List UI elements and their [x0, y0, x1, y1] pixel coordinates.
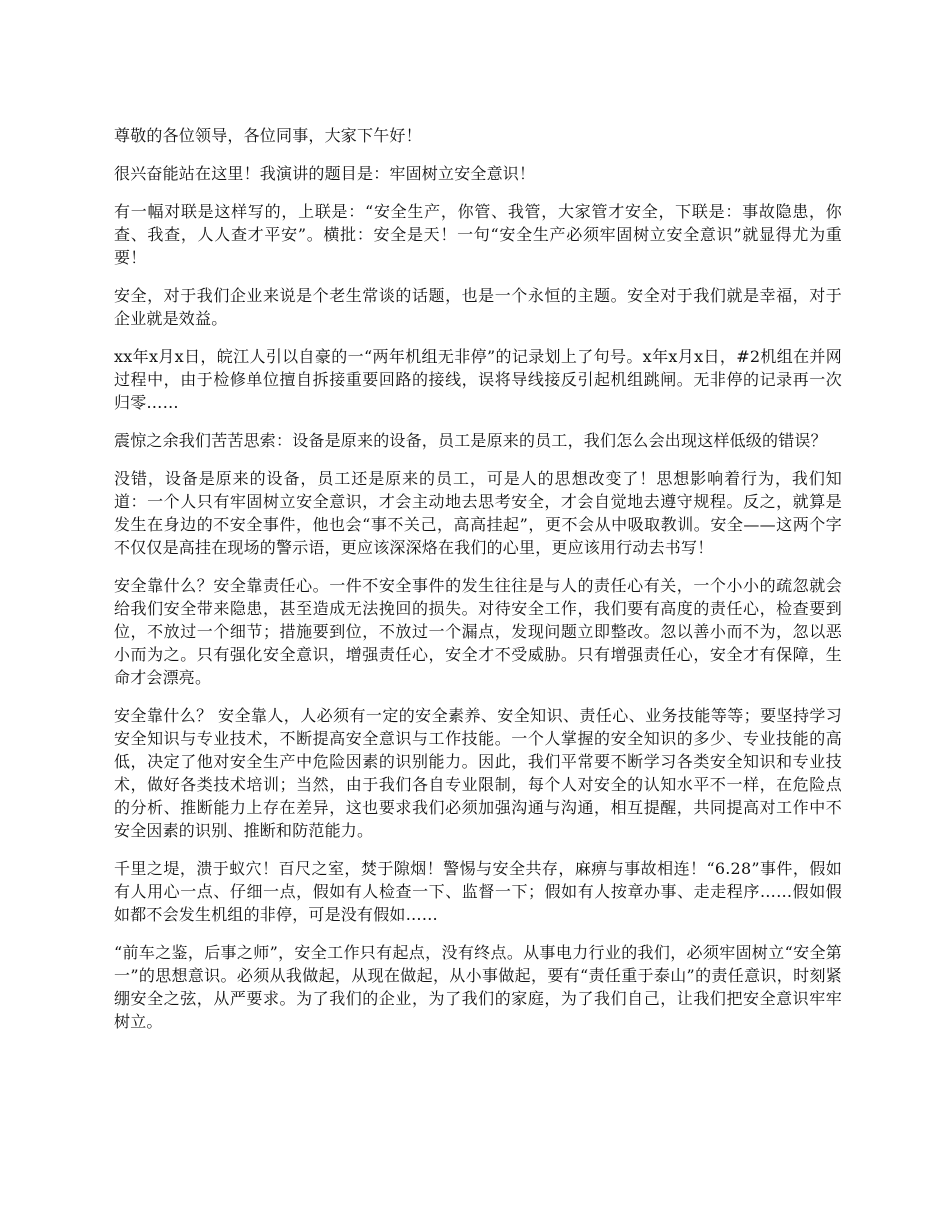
- conclusion-paragraph: “前车之鉴，后事之师”，安全工作只有起点，没有终点。从事电力行业的我们，必须牢固树立“安全第一”的思想意识。必须从我做起，从现在做起，从小事做起，要有“责任重于泰山”的责任意识，时刻紧绷安全之弦，从严要求。为了我们的企业，为了我们的家庭，为了我们自己，让我们把安全意识牢牢树立。: [114, 943, 842, 1031]
- mindset-paragraph: 没错，设备是原来的设备，员工还是原来的员工，可是人的思想改变了！思想影响着行为，我们知道：一个人只有牢固树立安全意识，才会主动地去思考安全，才会自觉地去遵守规程。反之，就算是发生在身边的不安全事件，他也会“事不关己，高高挂起”，更不会从中吸取教训。安全——这两个字不仅仅是高挂在现场的警示语，更应该深深烙在我们的心里，更应该用行动去书写！: [114, 469, 842, 557]
- document-page: [114, 124, 842, 1048]
- people-skills-paragraph: 安全靠什么？ 安全靠人，人必须有一定的安全素养、安全知识、责任心、业务技能等等；要坚持学习安全知识与专业技术，不断提高安全意识与工作技能。一个人掌握的安全知识的多少、专业技能的高低，决定了他对安全生产中危险因素的识别能力。因此，我们平常要不断学习各类安全知识和专业技术，做好各类技术培训；当然，由于我们各自专业限制，每个人对安全的认知水平不一样，在危险点的分析、推断能力上存在差异，这也要求我们必须加强沟通与沟通，相互提醒，共同提高对工作中不安全因素的识别、推断和防范能力。: [114, 706, 842, 840]
- responsibility-paragraph: 安全靠什么？安全靠责任心。一件不安全事件的发生往往是与人的责任心有关，一个小小的疏忽就会给我们安全带来隐患，甚至造成无法挽回的损失。对待安全工作，我们要有高度的责任心，检查要到位，不放过一个细节；措施要到位，不放过一个漏点，发现问题立即整改。忽以善小而不为，忽以恶小而为之。只有强化安全意识，增强责任心，安全才不受威胁。只有增强责任心，安全才有保障，生命才会漂亮。: [114, 576, 842, 687]
- greeting-paragraph: 尊敬的各位领导，各位同事，大家下午好！: [114, 126, 422, 145]
- topic-paragraph: 很兴奋能站在这里！我演讲的题目是：牢固树立安全意识！: [114, 164, 536, 183]
- theme-paragraph: 安全，对于我们企业来说是个老生常谈的话题，也是一个永恒的主题。安全对于我们就是幸福，对于企业就是效益。: [114, 286, 842, 328]
- couplet-paragraph: 有一幅对联是这样写的，上联是：“安全生产，你管、我管，大家管才安全，下联是：事故隐患，你查、我查，人人查才平安”。横批：安全是天！一句“安全生产必须牢固树立安全意识”就显得尤为重要！: [114, 202, 842, 267]
- reflection-paragraph: 震惊之余我们苦苦思索：设备是原来的设备，员工是原来的员工，我们怎么会出现这样低级的错误？: [114, 431, 827, 450]
- incident-paragraph: xx年x月x日，皖江人引以自豪的一“两年机组无非停”的记录划上了句号。x年x月x日，#2机组在并网过程中，由于检修单位擅自拆接重要回路的接线，误将导线接反引起机组跳闸。无非停的记录再一次归零……: [114, 347, 842, 412]
- vigilance-paragraph: 千里之堤，溃于蚁穴！百尺之室，焚于隙烟！警惕与安全共存，麻痹与事故相连！“6.28”事件，假如有人用心一点、仔细一点，假如有人检查一下、监督一下；假如有人按章办事、走走程序……假如假如都不会发生机组的非停，可是没有假如……: [114, 859, 842, 924]
